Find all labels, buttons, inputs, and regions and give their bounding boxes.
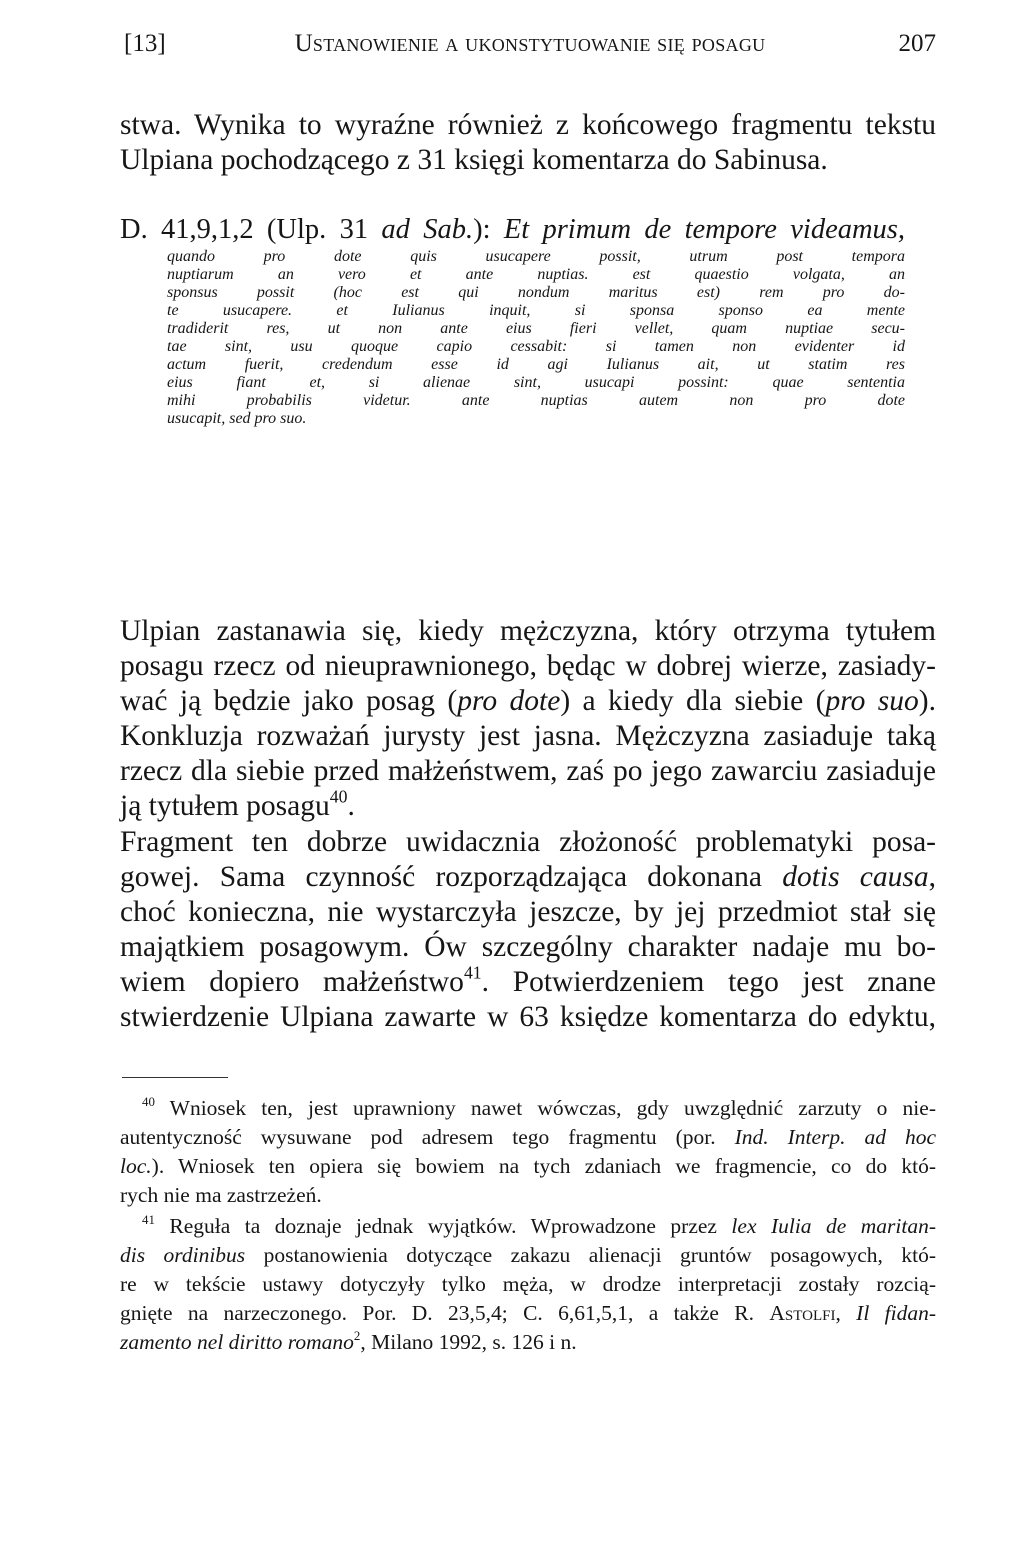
quote-line: usucapit, sed pro suo. — [167, 409, 307, 427]
latin-quotation — [120, 213, 906, 428]
paragraph-1-line-6 — [120, 786, 936, 824]
footnote-ref-40[interactable]: 40 — [329, 786, 348, 807]
italic-term: pro suo — [825, 685, 919, 717]
footnote-40-line-3 — [120, 1152, 936, 1181]
footnote-40 — [120, 1094, 936, 1210]
quote-line: sponsus possit (hoc est qui nondum maritus est) rem pro do- — [167, 283, 905, 301]
italic-term: dis ordinibus — [120, 1243, 246, 1267]
italic-title: Il fidan- — [856, 1301, 937, 1325]
text-run: . Potwierdzeniem tego jest znane — [481, 966, 936, 998]
text-run: postanowienia dotyczące zakazu alienacji gruntów posagowych, któ- — [245, 1243, 936, 1267]
footnote-number: 40 — [142, 1094, 155, 1109]
paragraph-1-line-2: posagu rzecz od nieuprawnionego, będąc w dobrej wierze, zasiady- — [120, 650, 936, 682]
footnote-number: 41 — [142, 1212, 155, 1227]
text-run: wiem dopiero małżeństwo — [120, 966, 464, 998]
footnote-41 — [120, 1212, 936, 1357]
running-header — [124, 30, 936, 66]
text-run: ). Wniosek ten opiera się bowiem na tych zdaniach we fragmencie, co do któ- — [151, 1154, 936, 1178]
quote-first-line: Et primum de tempore videamus, — [503, 214, 906, 245]
quote-reference-prefix: D. 41,9,1,2 (Ulp. 31 — [120, 214, 382, 245]
footnote-separator — [122, 1077, 228, 1078]
footnote-41-line-3: re w tekście ustawy dotyczyły tylko męża, w drodze interpretacji zostały rozcią- — [120, 1272, 936, 1296]
intro-line-1: stwa. Wynika to wyraźne również z końcowego fragmentu tekstu — [120, 109, 936, 141]
paragraph-2-line-3: choć konieczna, nie wystarczyła jeszcze, by jej przedmiot stał się — [120, 896, 936, 928]
quote-line: nuptiarum an vero et ante nuptias. est quaestio volgata, an — [167, 265, 905, 283]
quote-line: actum fuerit, credendum esse id agi Iulianus ait, ut statim res — [167, 355, 905, 373]
quote-line: eius fiant et, si alienae sint, usucapi possint: quae sententia — [167, 373, 905, 391]
italic-term: pro dote — [457, 685, 561, 717]
quote-line: mihi probabilis videtur. ante nuptias autem non pro dote — [167, 391, 905, 409]
quote-line: tradiderit res, ut non ante eius fieri vellet, quam nuptiae secu- — [167, 319, 905, 337]
page-number: 207 — [898, 30, 936, 57]
quote-line: quando pro dote quis usucapere possit, utrum post tempora — [167, 247, 905, 265]
text-run: , — [835, 1301, 857, 1325]
quote-reference-work: ad Sab. — [381, 214, 474, 245]
author-name: Astolfi — [769, 1301, 836, 1325]
text-run: . — [347, 790, 355, 822]
paragraph-1-line-5: rzecz dla siebie przed małżeństwem, zaś po jego zawarciu zasiaduje — [120, 755, 936, 787]
footnote-41-line-5 — [120, 1328, 936, 1357]
footnote-40-line-4: rych nie ma zastrzeżeń. — [120, 1183, 322, 1207]
paragraph-2 — [120, 825, 936, 1035]
footnote-41-line-2 — [120, 1241, 936, 1270]
quote-line: tae sint, usu quoque capio cessabit: si tamen non evidenter id — [167, 337, 905, 355]
section-number: [13] — [124, 30, 166, 57]
text-run: ). — [918, 685, 936, 717]
footnote-40-line-1 — [120, 1094, 936, 1123]
paragraph-2-line-5 — [120, 962, 936, 1000]
text-run: Wniosek ten, jest uprawniony nawet wówczas, gdy uwzględnić zarzuty o nie- — [169, 1096, 936, 1120]
text-run: wać ją będzie jako posag ( — [120, 685, 458, 717]
text-run: Reguła ta doznaje jednak wyjątków. Wprowadzone przez — [169, 1214, 732, 1238]
footnote-40-line-2 — [120, 1123, 936, 1152]
paragraph-1-line-4: Konkluzja rozważań jurysty jest jasna. Mężczyzna zasiaduje taką — [120, 720, 936, 752]
running-title: Ustanowienie a ukonstytuowanie się posagu — [294, 30, 766, 57]
text-run: , Milano 1992, s. 126 i n. — [360, 1330, 577, 1354]
paragraph-2-line-1: Fragment ten dobrze uwidacznia złożoność problematyki posa- — [120, 826, 936, 858]
italic-title: zamento nel diritto romano — [120, 1330, 354, 1354]
text-run: gnięte na narzeczonego. Por. D. 23,5,4; C. 6,61,5,1, a także R. — [120, 1301, 770, 1325]
text-run: ją tytułem posagu — [120, 790, 330, 822]
footnote-41-line-1 — [120, 1212, 936, 1241]
paragraph-2-line-6: stwierdzenie Ulpiana zawarte w 63 księdze komentarza do edyktu, — [120, 1001, 936, 1033]
text-run: , — [928, 861, 936, 893]
italic-term: dotis causa — [782, 861, 929, 893]
paragraph-1-line-1: Ulpian zastanawia się, kiedy mężczyzna, który otrzyma tytułem — [120, 615, 936, 647]
quote-reference-suffix: ): — [473, 214, 504, 245]
quote-line: te usucapere. et Iulianus inquit, si sponsa sponso ea mente — [167, 301, 905, 319]
paragraph-1-line-3 — [120, 684, 936, 719]
italic-term: lex Iulia de maritan- — [731, 1214, 937, 1238]
edition-number: 2 — [353, 1328, 361, 1343]
footnote-41-line-4 — [120, 1299, 936, 1328]
intro-paragraph — [120, 108, 936, 178]
intro-line-2: Ulpiana pochodzącego z 31 księgi komentarza do Sabinusa. — [120, 144, 828, 176]
quote-reference-line — [120, 213, 905, 248]
italic-term: loc. — [120, 1154, 152, 1178]
paragraph-2-line-4: majątkiem posagowym. Ów szczególny charakter nadaje mu bo- — [120, 931, 936, 963]
paragraph-2-line-2 — [120, 860, 936, 895]
paragraph-1 — [120, 614, 936, 824]
italic-term: Ind. Interp. ad hoc — [734, 1125, 936, 1149]
footnote-ref-41[interactable]: 41 — [463, 962, 482, 983]
text-run: autentyczność wysuwane pod adresem tego fragmentu (por. — [120, 1125, 735, 1149]
text-run: gowej. Sama czynność rozporządzająca dokonana — [120, 861, 783, 893]
text-run: ) a kiedy dla siebie ( — [560, 685, 826, 717]
